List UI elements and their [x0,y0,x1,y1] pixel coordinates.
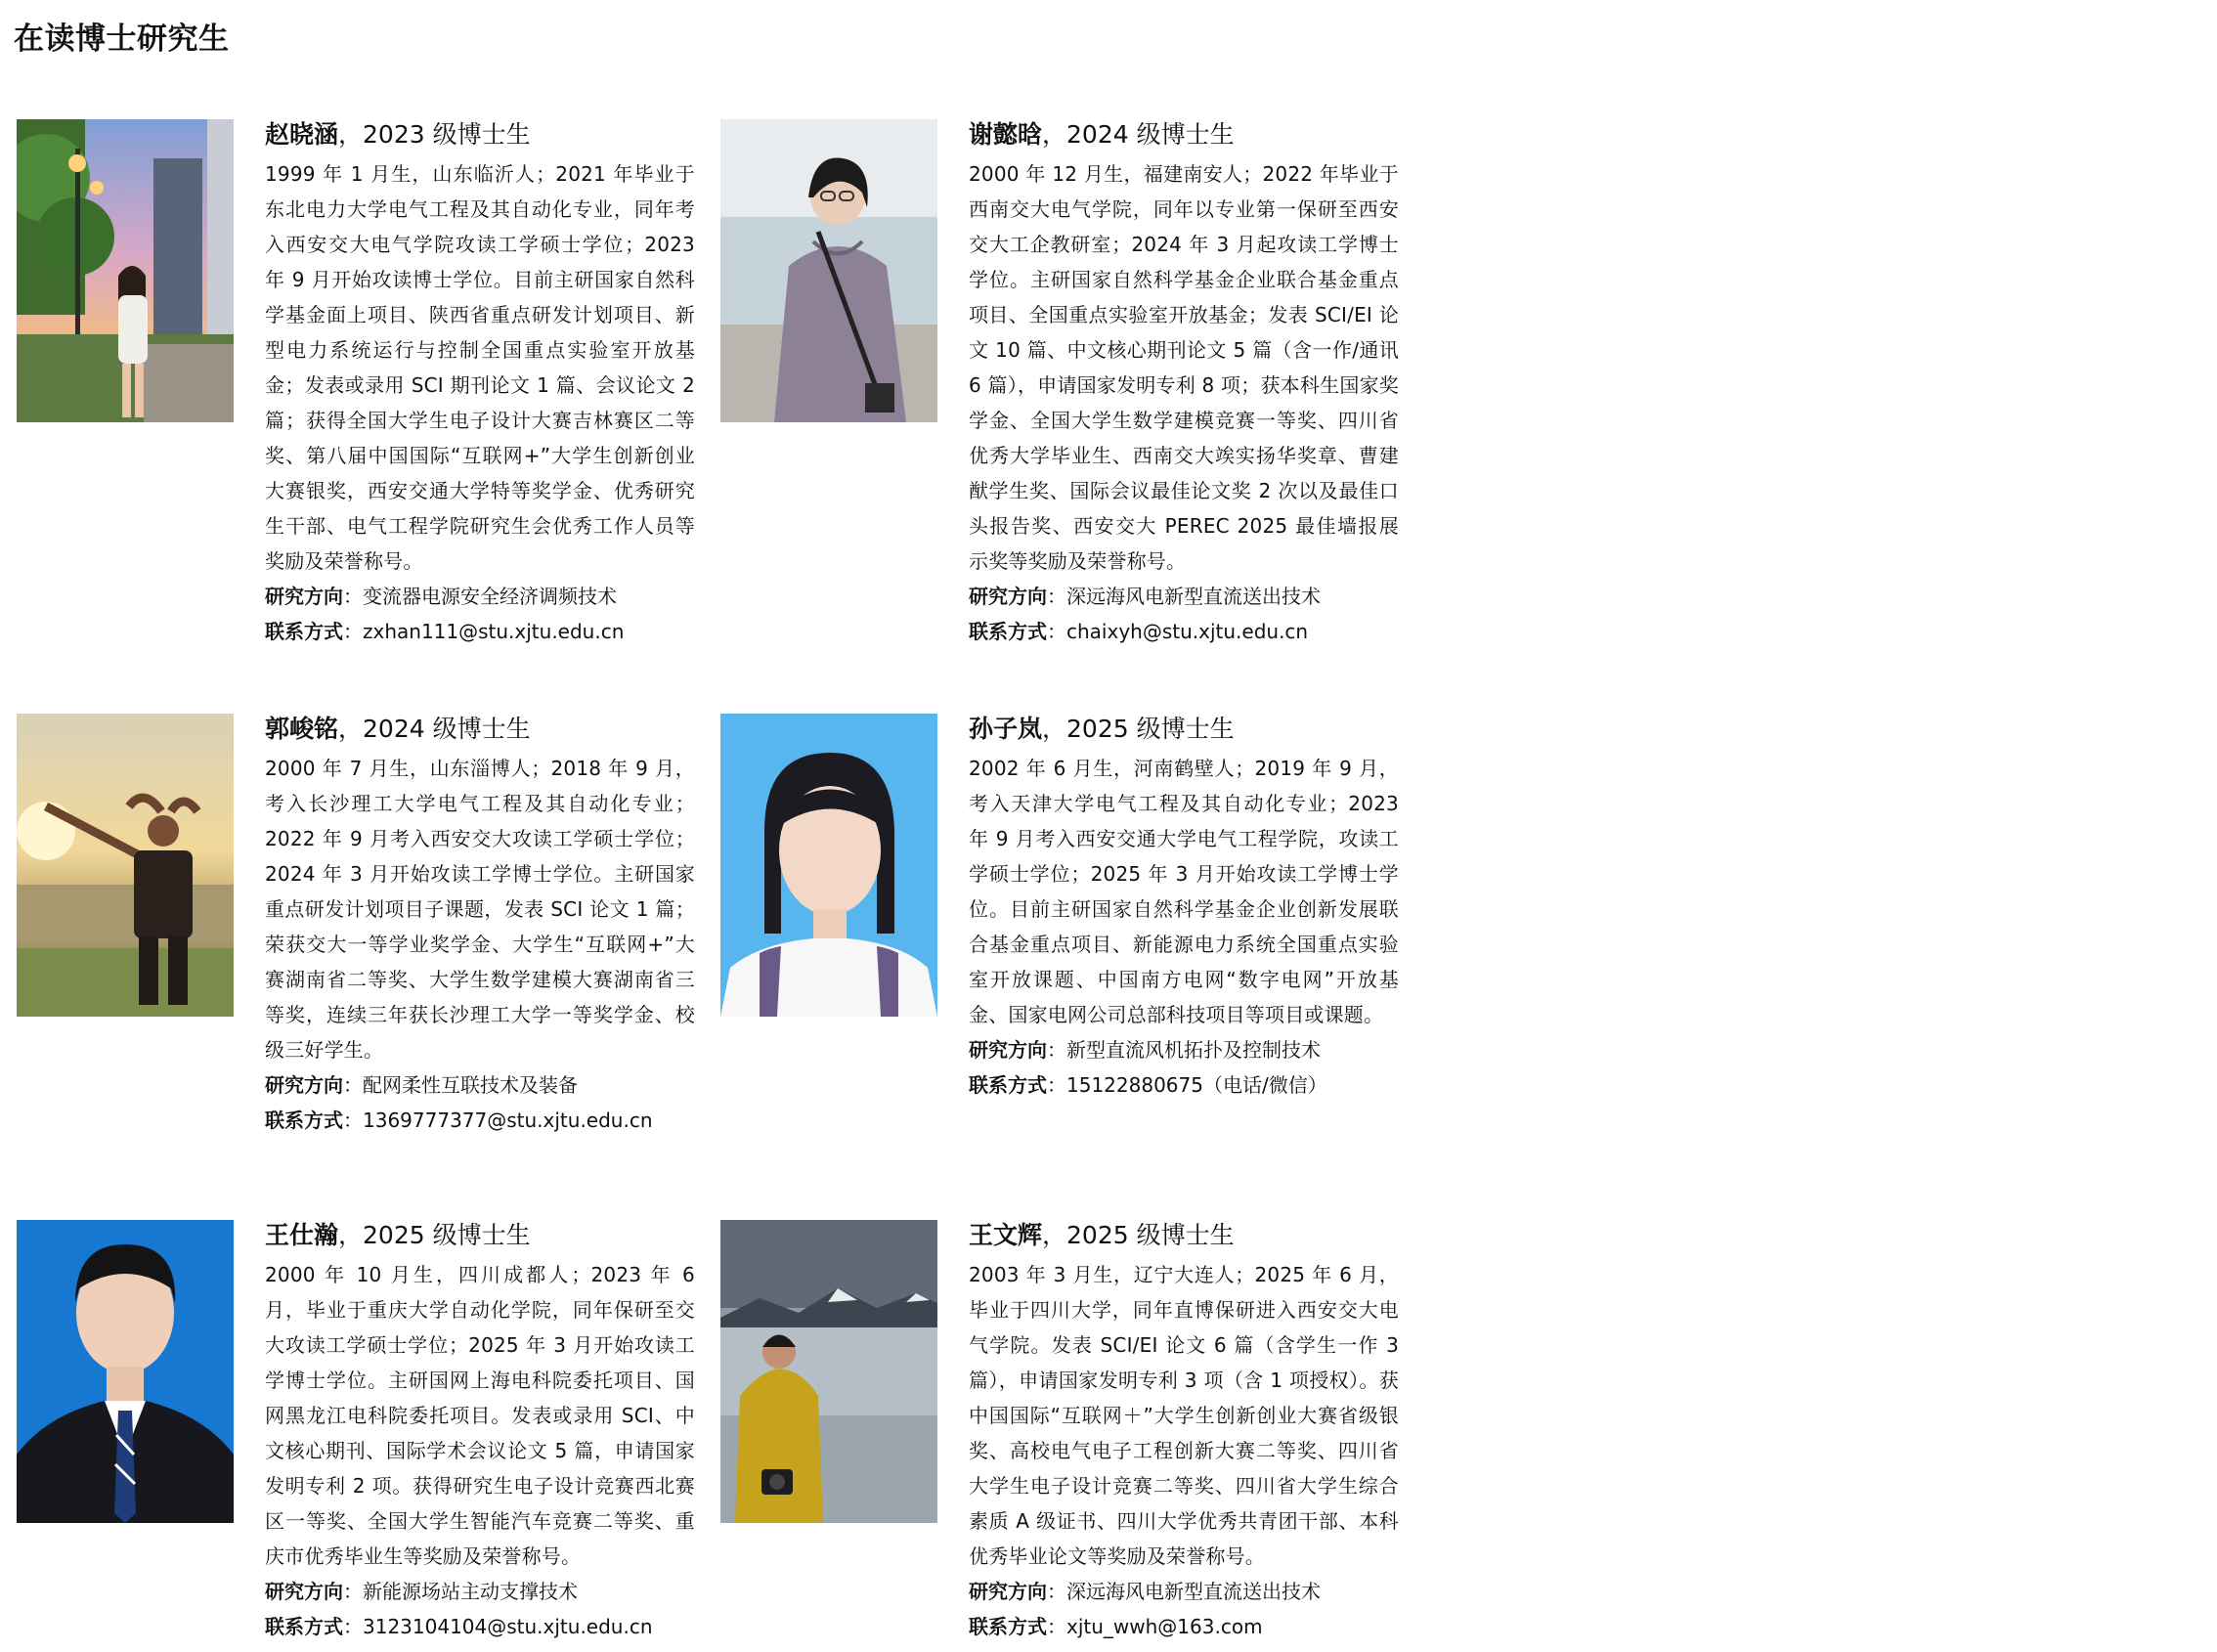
research-value: 新型直流风机拓扑及控制技术 [1066,1038,1321,1062]
research-label: 研究方向 [265,1073,343,1097]
student-bio: 2003 年 3 月生，辽宁大连人；2025 年 6 月，毕业于四川大学，同年直博保研进入西安交大电气学院。发表 SCI/EI 论文 6 篇（含学生一作 3 篇），申请国家发明专利 3 项（含 1 项授权）。获中国国际“互联网＋”大学生创新创业大赛省级银奖、高校电气电子工程创新大赛二等奖、四川省大学生电子设计竞赛二等奖、四川省大学生综合素质 A 级证书、四川大学优秀共青团干部、本科优秀毕业论文等奖励及荣誉称号。 [969,1263,1399,1568]
contact-label: 联系方式 [265,620,343,643]
research-value: 新能源场站主动支撑技术 [363,1580,578,1603]
page-title: 在读博士研究生 [14,22,230,57]
student-photo [720,714,937,1017]
contact-label: 联系方式 [969,1073,1047,1097]
research-label: 研究方向 [969,1580,1047,1603]
research-label: 研究方向 [265,1580,343,1603]
student-bio: 1999 年 1 月生，山东临沂人；2021 年毕业于东北电力大学电气工程及其自动化专业，同年考入西安交大电气学院攻读工学硕士学位；2023 年 9 月开始攻读博士学位。目前主研国家自然科学基金面上项目、陕西省重点研发计划项目、新型电力系统运行与控制全国重点实验室开放基金；发表或录用 SCI 期刊论文 1 篇、会议论文 2 篇；获得全国大学生电子设计大赛吉林赛区二等奖、第八届中国国际“互联网+”大学生创新创业大赛银奖，西安交通大学特等奖学金、优秀研究生干部、电气工程学院研究生会优秀工作人员等奖励及荣誉称号。 [265,162,695,573]
contact-field: 联系方式：3123104104@stu.xjtu.edu.cn [265,1615,653,1638]
contact-field: 联系方式：chaixyh@stu.xjtu.edu.cn [969,620,1309,643]
student-name: 孙子岚 [969,715,1043,743]
contact-email[interactable]: 3123104104@stu.xjtu.edu.cn [363,1615,653,1638]
student-photo [17,714,234,1017]
research-label: 研究方向 [265,585,343,608]
student-grade: ，2023 级博士生 [338,120,531,149]
research-field: 研究方向：深远海风电新型直流送出技术 [969,585,1321,608]
research-field: 研究方向：深远海风电新型直流送出技术 [969,1580,1321,1603]
contact-label: 联系方式 [265,1109,343,1132]
student-photo [720,1220,937,1523]
student-name: 王仕瀚 [265,1221,339,1249]
student-grade: ，2025 级博士生 [338,1221,531,1249]
research-value: 深远海风电新型直流送出技术 [1066,585,1321,608]
contact-label: 联系方式 [969,620,1047,643]
student-bio: 2000 年 10 月生，四川成都人；2023 年 6 月，毕业于重庆大学自动化学院，同年保研至交大攻读工学硕士学位；2025 年 3 月开始攻读工学博士学位。主研国网上海电科院委托项目、国网黑龙江电科院委托项目。发表或录用 SCI、中文核心期刊、国际学术会议论文 5 篇，申请国家发明专利 2 项。获得研究生电子设计竞赛西北赛区一等奖、全国大学生智能汽车竞赛二等奖、重庆市优秀毕业生等奖励及荣誉称号。 [265,1263,695,1568]
student-grade: ，2025 级博士生 [1042,715,1235,743]
research-value: 配网柔性互联技术及装备 [363,1073,578,1097]
student-name: 王文辉 [969,1221,1043,1249]
research-field: 研究方向：配网柔性互联技术及装备 [265,1073,578,1097]
contact-email[interactable]: zxhan111@stu.xjtu.edu.cn [363,620,625,643]
contact-email[interactable]: 1369777377@stu.xjtu.edu.cn [363,1109,653,1132]
research-label: 研究方向 [969,585,1047,608]
contact-label: 联系方式 [265,1615,343,1638]
research-field: 研究方向：新能源场站主动支撑技术 [265,1580,578,1603]
research-field: 研究方向：新型直流风机拓扑及控制技术 [969,1038,1321,1062]
research-label: 研究方向 [969,1038,1047,1062]
contact-field: 联系方式：zxhan111@stu.xjtu.edu.cn [265,620,625,643]
research-value: 变流器电源安全经济调频技术 [363,585,617,608]
contact-email[interactable]: xjtu_wwh@163.com [1066,1615,1263,1638]
contact-email[interactable]: chaixyh@stu.xjtu.edu.cn [1066,620,1309,643]
student-bio: 2000 年 12 月生，福建南安人；2022 年毕业于西南交大电气学院，同年以专业第一保研至西安交大工企教研室；2024 年 3 月起攻读工学博士学位。主研国家自然科学基金企业联合基金重点项目、全国重点实验室开放基金；发表 SCI/EI 论文 10 篇、中文核心期刊论文 5 篇（含一作/通讯 6 篇），申请国家发明专利 8 项；获本科生国家奖学金、全国大学生数学建模竞赛一等奖、四川省优秀大学毕业生、西南交大竢实扬华奖章、曹建猷学生奖、国际会议最佳论文奖 2 次以及最佳口头报告奖、西安交大 PEREC 2025 最佳墙报展示奖等奖励及荣誉称号。 [969,162,1399,573]
student-bio: 2000 年 7 月生，山东淄博人；2018 年 9 月，考入长沙理工大学电气工程及其自动化专业；2022 年 9 月考入西安交大攻读工学硕士学位；2024 年 3 月开始攻读工学博士学位。主研国家重点研发计划项目子课题，发表 SCI 论文 1 篇；荣获交大一等学业奖学金、大学生“互联网+”大赛湖南省二等奖、大学生数学建模大赛湖南省三等奖，连续三年获长沙理工大学一等奖学金、校级三好学生。 [265,757,695,1062]
student-grade: ，2024 级博士生 [338,715,531,743]
research-value: 深远海风电新型直流送出技术 [1066,1580,1321,1603]
contact-field: 联系方式：1369777377@stu.xjtu.edu.cn [265,1109,653,1132]
student-photo [720,119,937,422]
research-field: 研究方向：变流器电源安全经济调频技术 [265,585,617,608]
contact-field: 联系方式：xjtu_wwh@163.com [969,1615,1263,1638]
contact-label: 联系方式 [969,1615,1047,1638]
contact-field: 联系方式：15122880675（电话/微信） [969,1073,1327,1097]
student-bio: 2002 年 6 月生，河南鹤壁人；2019 年 9 月，考入天津大学电气工程及其自动化专业；2023 年 9 月考入西安交通大学电气工程学院，攻读工学硕士学位；2025 年 3 月开始攻读工学博士学位。目前主研国家自然科学基金企业创新发展联合基金重点项目、新能源电力系统全国重点实验室开放课题、中国南方电网“数字电网”开放基金、国家电网公司总部科技项目等项目或课题。 [969,757,1399,1026]
student-name: 郭峻铭 [265,715,339,743]
student-grade: ，2024 级博士生 [1042,120,1235,149]
student-grade: ，2025 级博士生 [1042,1221,1235,1249]
student-name: 谢懿晗 [969,120,1043,149]
contact-phone[interactable]: 15122880675（电话/微信） [1066,1073,1327,1097]
student-name: 赵晓涵 [265,120,339,149]
student-photo [17,1220,234,1523]
student-photo [17,119,234,422]
